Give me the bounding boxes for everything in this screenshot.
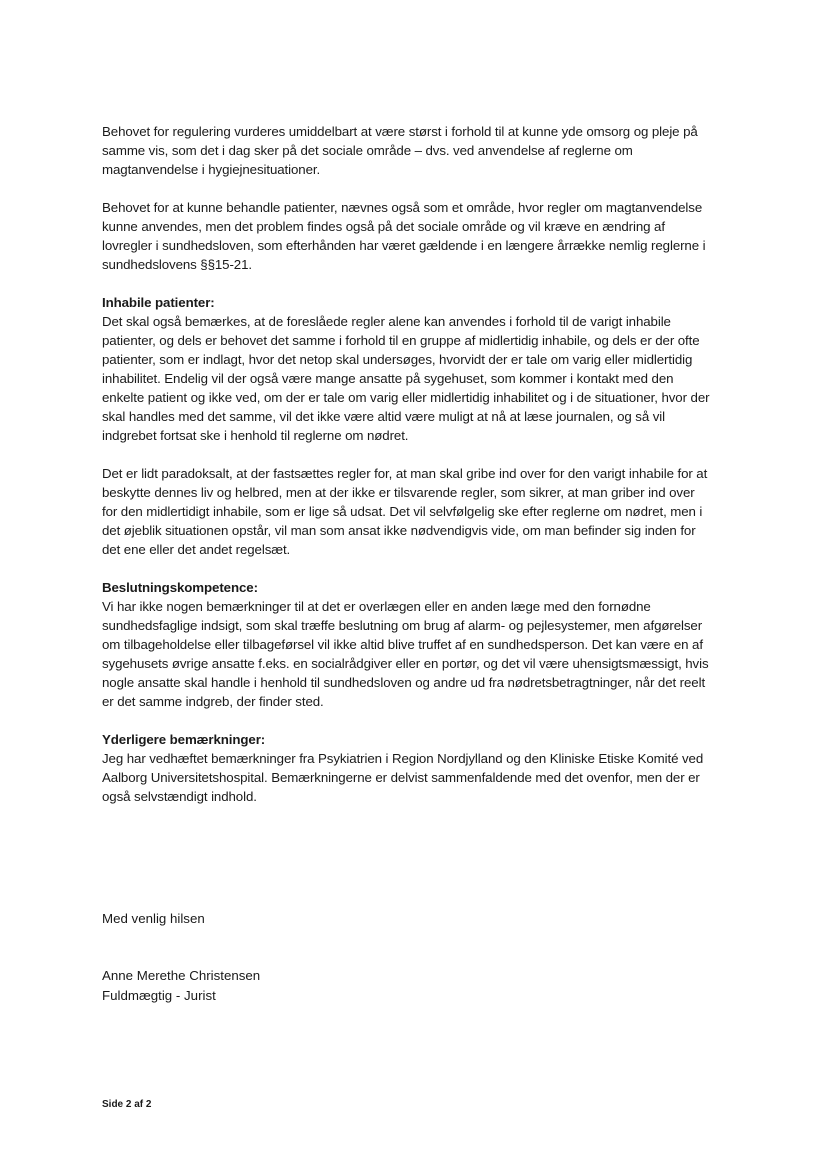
section-inhabile-patienter — [102, 293, 712, 559]
section-yderligere — [102, 730, 712, 806]
section-beslutningskompetence — [102, 578, 712, 711]
intro-paragraph-2: Behovet for at kunne behandle patienter, nævnes også som et område, hvor regler om magtanvendelse kunne anvendes, men det problem findes også på det sociale område og vil kræve en ændring af lovregler i sundhedsloven, som efterhånden har været gældende i en længere årrække nemlig reglerne i sundhedslovens §§15-21. — [102, 200, 706, 272]
closing-greeting: Med venlig hilsen — [102, 911, 205, 926]
section-heading-yderligere: Yderligere bemærkninger: — [102, 732, 266, 747]
page-number: Side 2 af 2 — [102, 1099, 152, 1110]
section-paragraph: Det er lidt paradoksalt, at der fastsættes regler for, at man skal gribe ind over for den varigt inhabile for at beskytte dennes liv og helbred, men at der ikke er tilsvarende regler, som sikrer, at man griber ind over for den midlertidigt inhabile, som er lige så udsat. Det vil selvfølgelig ske efter reglerne om nødret, men i det øjeblik situationen opstår, vil man som ansat ikke nødvendigvis vide, om man befinder sig inden for det ene eller det andet regelsæt. — [102, 466, 708, 557]
section-paragraph: Vi har ikke nogen bemærkninger til at det er overlægen eller en anden læge med den fornødne sundhedsfaglige indsigt, som skal træffe beslutning om brug af alarm- og pejlesystemer, men afgørelser om tilbageholdelse eller tilbageførsel vil ikke altid blive truffet af en sundhedsperson. Det kan være en af sygehusets øvrige ansatte f.eks. en socialrådgiver eller en portør, og det vil være uhensigtsmæssigt, hvis nogle ansatte skal handle i henhold til sundhedsloven og andre ud fra nødretsbetragtninger, når det reelt er det samme indgreb, der finder sted. — [102, 599, 709, 709]
section-heading-inhabile: Inhabile patienter: — [102, 295, 215, 310]
section-paragraph: Det skal også bemærkes, at de foreslåede regler alene kan anvendes i forhold til de varigt inhabile patienter, og dels er behovet det samme i forhold til en gruppe af midlertidig inhabile, og dels er der ofte patienter, som er indlagt, hvor det netop skal undersøges, hvorvidt der er tale om varig eller midlertidig inhabilitet. Endelig vil der også være mange ansatte på sygehuset, som kommer i kontakt med den enkelte patient og ikke ved, om der er tale om varig eller midlertidig inhabilitet og i de situationer, hvor der skal handles med det samme, vil det ikke være altid være muligt at nå at læse journalen, og så vil indgrebet fortsat ske i henhold til reglerne om nødret. — [102, 314, 710, 443]
section-paragraph: Jeg har vedhæftet bemærkninger fra Psykiatrien i Region Nordjylland og den Kliniske Etiske Komité ved Aalborg Universitetshospital. Bemærkningerne er delvist sammenfaldende med det ovenfor, men der er også selvstændigt indhold. — [102, 751, 704, 804]
intro-paragraph-1: Behovet for regulering vurderes umiddelbart at være størst i forhold til at kunne yde omsorg og pleje på samme vis, som det i dag sker på det sociale område – dvs. ved anvendelse af reglerne om magtanvendelse i hygiejnesituationer. — [102, 124, 698, 177]
section-heading-beslutning: Beslutningskompetence: — [102, 580, 258, 595]
signature-name: Anne Merethe Christensen — [102, 968, 261, 983]
signature-title: Fuldmægtig - Jurist — [102, 988, 216, 1003]
signature-block — [102, 966, 260, 1006]
letter-body — [102, 122, 712, 825]
